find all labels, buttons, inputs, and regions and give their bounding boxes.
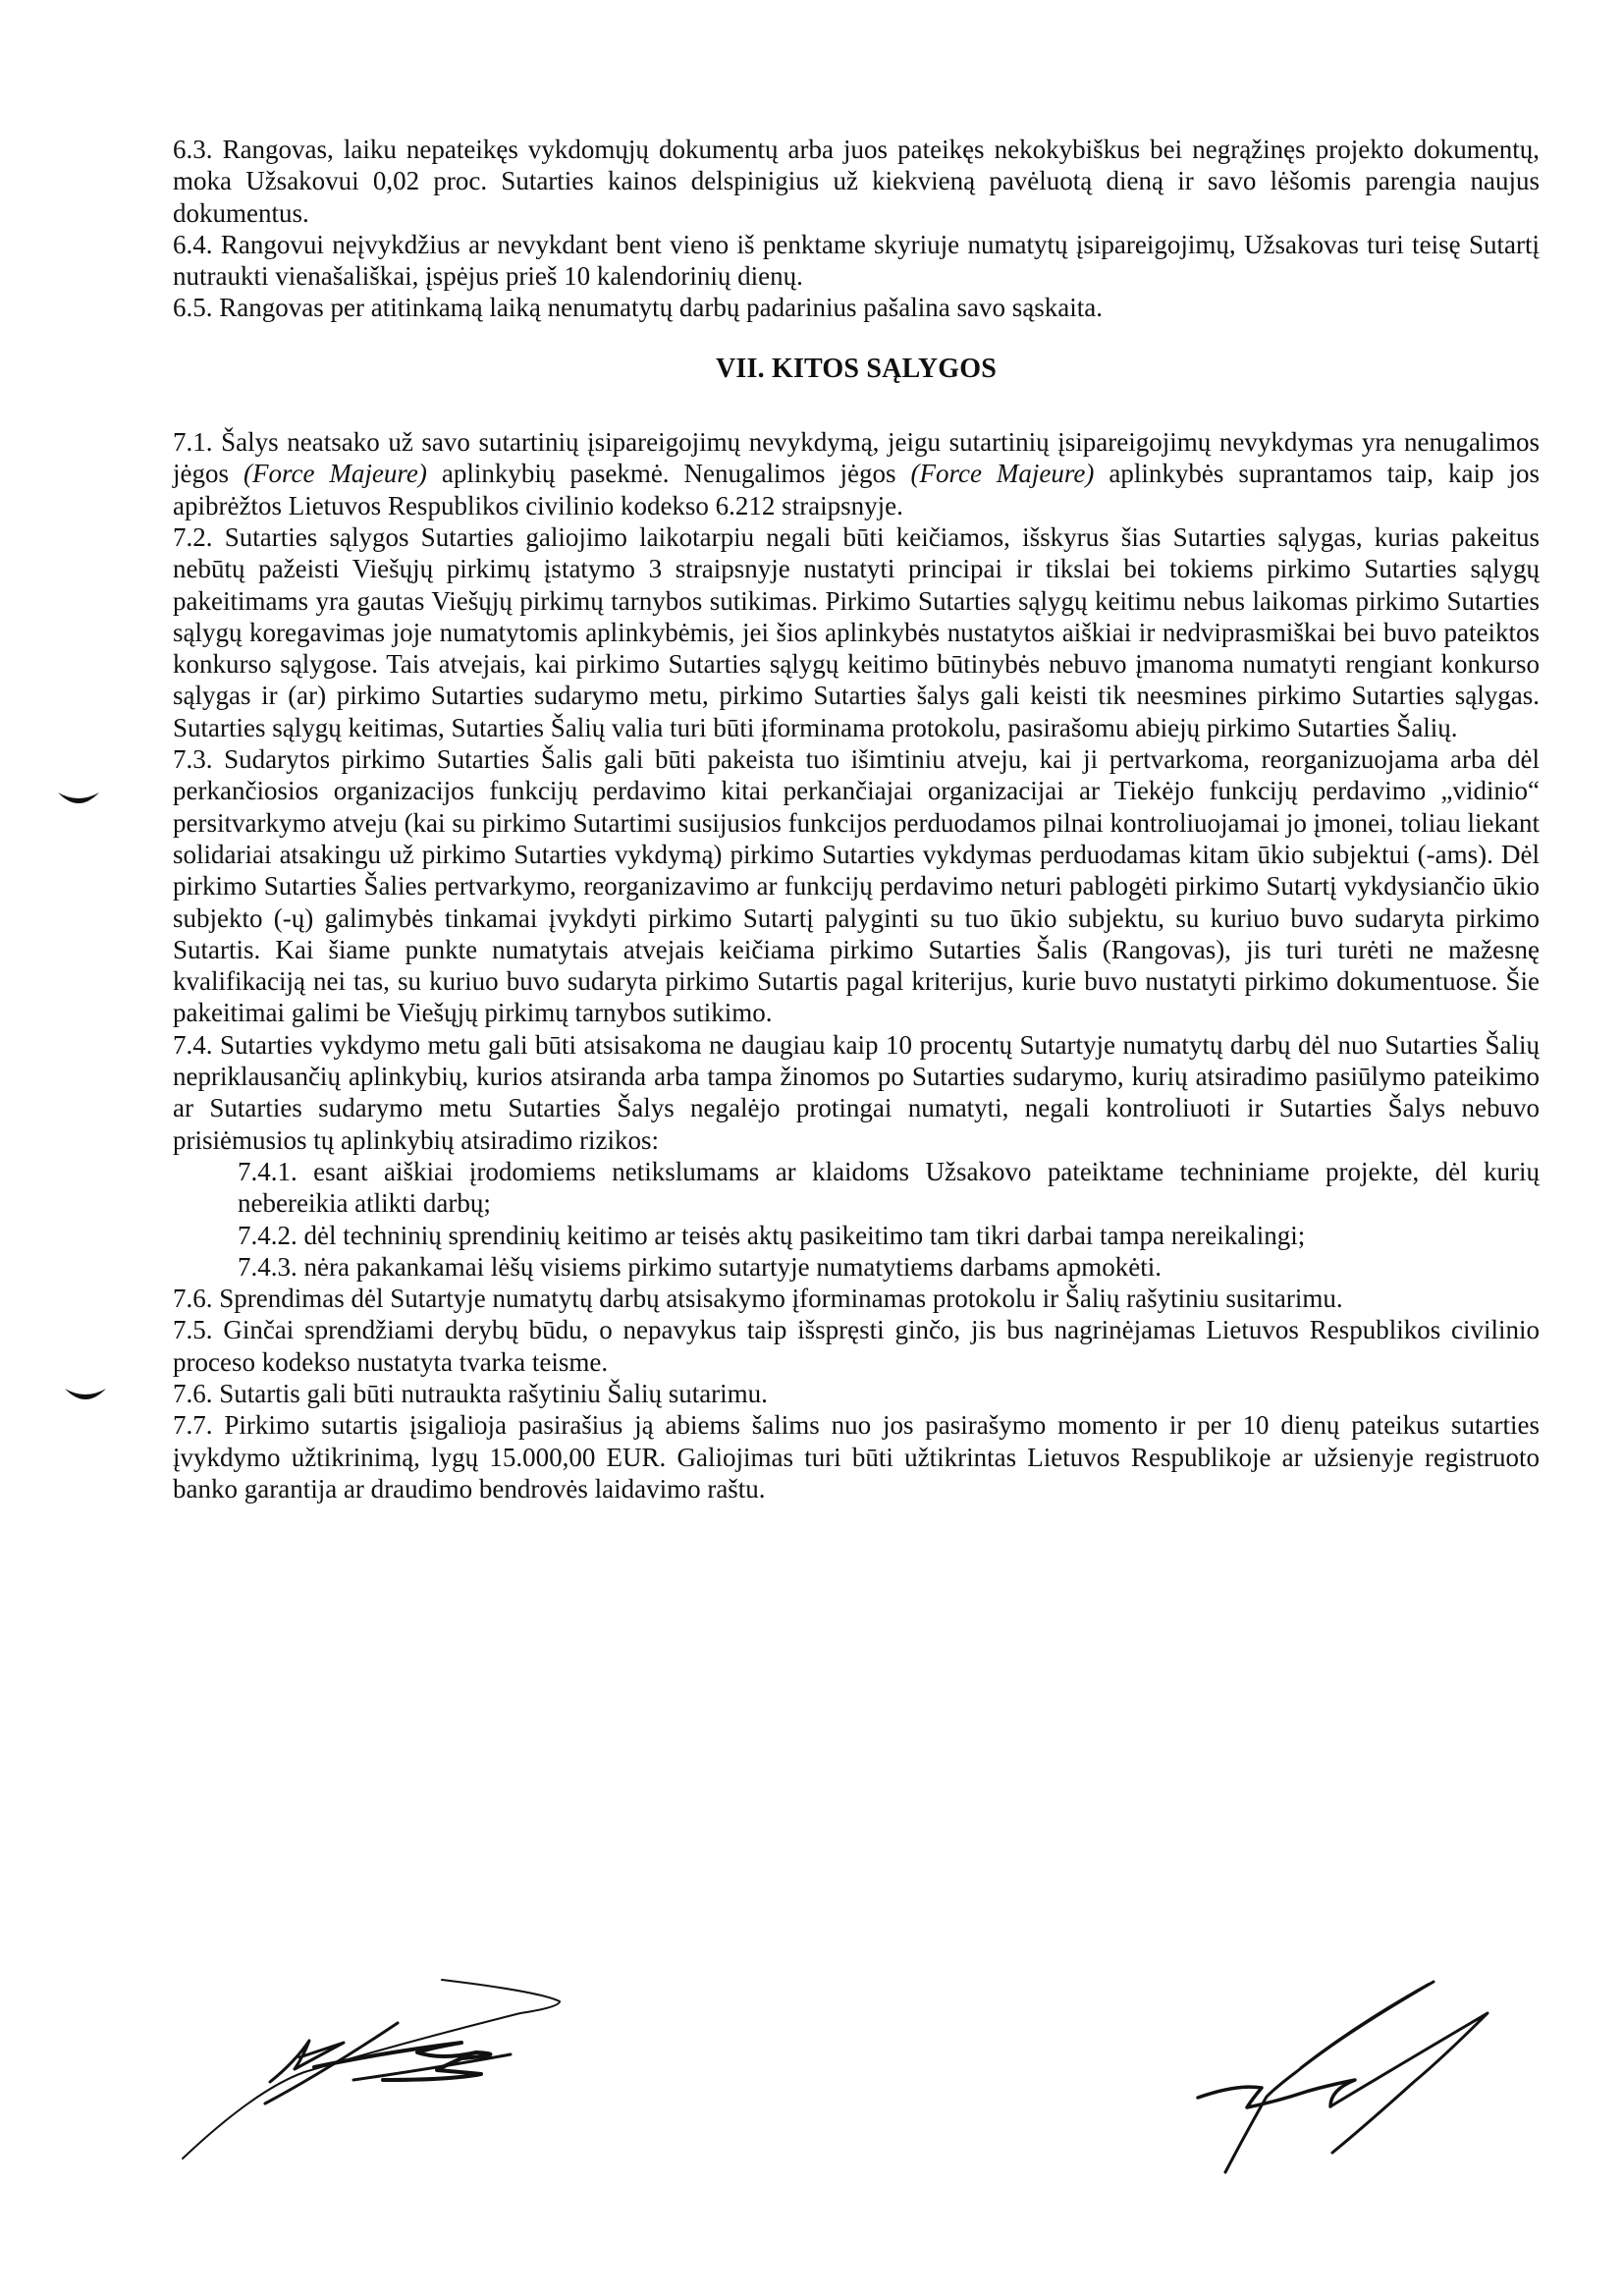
clause-text: Rangovas, laiku nepateikęs vykdomųjų dokumentų arba juos pateikęs nekokybiškus bei negrąžinęs projekto dokumentų, moka Užsakovui 0,02 proc. Sutarties kainos delspinigius už kiekvieną pavėluotą dieną ir savo lėšomis parengia naujus dokumentus. [173,135,1540,228]
punch-hole-mark-icon [56,789,101,810]
clause-6-3 [173,134,1540,229]
clause-text: Sprendimas dėl Sutartyje numatytų darbų atsisakymo įforminamas protokolu ir Šalių rašytiniu susitarimu. [219,1284,1343,1314]
clause-text: esant aiškiai įrodomiems netikslumams ar klaidoms Užsakovo pateiktame techniniame projekte, dėl kurių nebereikia atlikti darbų; [238,1156,1541,1219]
clause-7-7 [173,1409,1540,1504]
clause-text: Rangovui neįvykdžius ar nevykdant bent vieno iš penktame skyriuje numatytų įsipareigojimų, Užsakovas turi teisę Sutartį nutraukti vienašališkai, įspėjus prieš 10 kalendorinių dienų. [173,229,1541,292]
clause-number: 7.4. [173,1029,213,1060]
italic-term: (Force Majeure) [243,459,427,489]
clause-text: aplinkybės suprantamos taip, kaip jos apibrėžtos Lietuvos Respublikos civilinio kodekso 6.212 straipsnyje. [173,459,1540,520]
clause-number: 7.6. [173,1378,213,1408]
section-heading: VII. KITOS SĄLYGOS [715,353,998,384]
clause-text: nėra pakankamai lėšų visiems pirkimo sutartyje numatytiems darbams apmokėti. [303,1251,1163,1282]
clause-7-3 [173,743,1540,1029]
clause-7-5 [173,1314,1540,1378]
clause-text: Ginčai sprendžiami derybų būdu, o nepavykus taip išspręsti ginčo, jis bus nagrinėjamas Lietuvos Respublikos civilinio proceso kodekso nustatyta tvarka teisme. [173,1315,1541,1377]
clause-7-4-3 [173,1251,1540,1283]
clause-number: 6.5. [173,293,213,323]
clause-number: 7.2. [173,521,213,552]
clause-number: 7.6. [173,1284,213,1314]
clause-7-4 [173,1029,1540,1156]
clause-7-4-1 [173,1156,1540,1220]
clause-text: dėl techninių sprendinių keitimo ar teisės aktų pasikeitimo tam tikri darbai tampa nereikalingi; [303,1220,1306,1250]
clause-text: Šalys neatsako už savo sutartinių įsipareigojimų nevykdymą, jeigu sutartinių įsipareigojimų nevykdymas yra nenugalimos jėgos [173,427,1541,489]
clause-number: 7.7. [173,1410,213,1441]
clause-6-5 [173,292,1540,323]
signature-left [147,1974,854,2190]
punch-hole-mark-icon [63,1385,108,1406]
clause-number: 6.4. [173,229,213,259]
clause-number: 6.3. [173,135,213,164]
clause-number: 7.3. [173,744,213,775]
clause-7-4-2 [173,1220,1540,1251]
clause-number: 7.5. [173,1315,213,1345]
clause-text: Sudarytos pirkimo Sutarties Šalis gali būti pakeista tuo išimtiniu atveju, kai ji pertvarkoma, reorganizuojama arba dėl perkančiosios organizacijos funkcijų perdavimo kitai perkančiajai organizacijai ar Tiekėjo funkcijų perdavimo „vidinio“ persitvarkymo atveju (kai su pirkimo Sutartimi susijusios funkcijos perduodamos pilnai kontroliuojamai jo įmonei, toliau liekant solidariai atsakingu už pirkimo Sutarties vykdymą) pirkimo Sutarties vykdymas perduodamas kitam ūkio subjektui (-ams). Dėl pirkimo Sutarties Šalies pertvarkymo, reorganizavimo ar funkcijų perdavimo neturi pablogėti pirkimo Sutartį vykdysiančio ūkio subjekto (-ų) galimybės tinkamai įvykdyti pirkimo Sutartį palyginti su tuo ūkio subjektu, su kuriuo buvo sudaryta pirkimo Sutartis. Kai šiame punkte numatytais atvejais keičiama pirkimo Sutarties Šalis (Rangovas), jis turi turėti ne mažesnę kvalifikaciją nei tas, su kuriuo buvo sudaryta pirkimo Sutartis pagal kriterijus, kurie buvo nustatyti pirkimo dokumentuose. Šie pakeitimai galimi be Viešųjų pirkimų tarnybos sutikimo. [173,744,1541,1028]
clause-text: aplinkybių pasekmė. Nenugalimos jėgos [426,459,911,489]
clause-text: Sutartis gali būti nutraukta rašytiniu Šalių sutarimu. [219,1378,768,1408]
clause-text: Pirkimo sutartis įsigalioja pasirašius ją abiems šalims nuo jos pasirašymo momento ir per 10 dienų pateikus sutarties įvykdymo užtikrinimą, lygų 15.000,00 EUR. Galiojimas turi būti užtikrintas Lietuvos Respublikoje ar užsienyje registruoto banko garantija ar draudimo bendrovės laidavimo raštu. [173,1410,1541,1503]
clause-7-2 [173,521,1540,743]
italic-term: (Force Majeure) [910,459,1095,489]
clause-number: 7.4.3. [238,1251,298,1282]
contract-text [173,134,1540,1504]
signature-right [1129,1964,1571,2200]
clause-7-1 [173,426,1540,521]
clause-text: Sutarties sąlygos Sutarties galiojimo laikotarpiu negali būti keičiamos, išskyrus šias Sutarties sąlygas, kurias pakeitus nebūtų pažeisti Viešųjų pirkimų įstatymo 3 straipsnyje nustatyti principai ir tikslai bei tokiems pirkimo Sutarties sąlygų pakeitimams yra gautas Viešųjų pirkimų tarnybos sutikimas. Pirkimo Sutarties sąlygų keitimu nebus laikomas pirkimo Sutarties sąlygų koregavimas joje numatytomis aplinkybėmis, jei šios aplinkybės nustatytos aiškiai ir nedviprasmiškai bei buvo pateiktos konkurso sąlygose. Tais atvejais, kai pirkimo Sutarties sąlygų keitimo būtinybės nebuvo įmanoma numatyti rengiant konkurso sąlygas ir (ar) pirkimo Sutarties sudarymo metu, pirkimo Sutarties šalys gali keisti tik neesmines pirkimo Sutarties sąlygas. Sutarties sąlygų keitimas, Sutarties Šalių valia turi būti įforminama protokolu, pasirašomu abiejų pirkimo Sutarties Šalių. [173,521,1540,742]
clause-7-6-a [173,1283,1540,1314]
clause-text: Rangovas per atitinkamą laiką nenumatytų darbų padarinius pašalina savo sąskaita. [219,293,1103,323]
clause-number: 7.4.1. [238,1156,298,1186]
clause-6-4 [173,229,1540,293]
clause-text: Sutarties vykdymo metu gali būti atsisakoma ne daugiau kaip 10 procentų Sutartyje numatytų darbų dėl nuo Sutarties Šalių nepriklausančių aplinkybių, kurios atsiranda arba tampa žinomos po Sutarties sudarymo, kurių atsiradimo pasiūlymo pateikimo ar Sutarties sudarymo metu Sutarties Šalys negalėjo protingai numatyti, negali kontroliuoti ir Sutarties Šalys nebuvo prisiėmusios tų aplinkybių atsiradimo rizikos: [173,1029,1540,1155]
clause-number: 7.4.2. [238,1220,298,1250]
clause-number: 7.1. [173,427,213,458]
clause-7-6-b [173,1378,1540,1409]
